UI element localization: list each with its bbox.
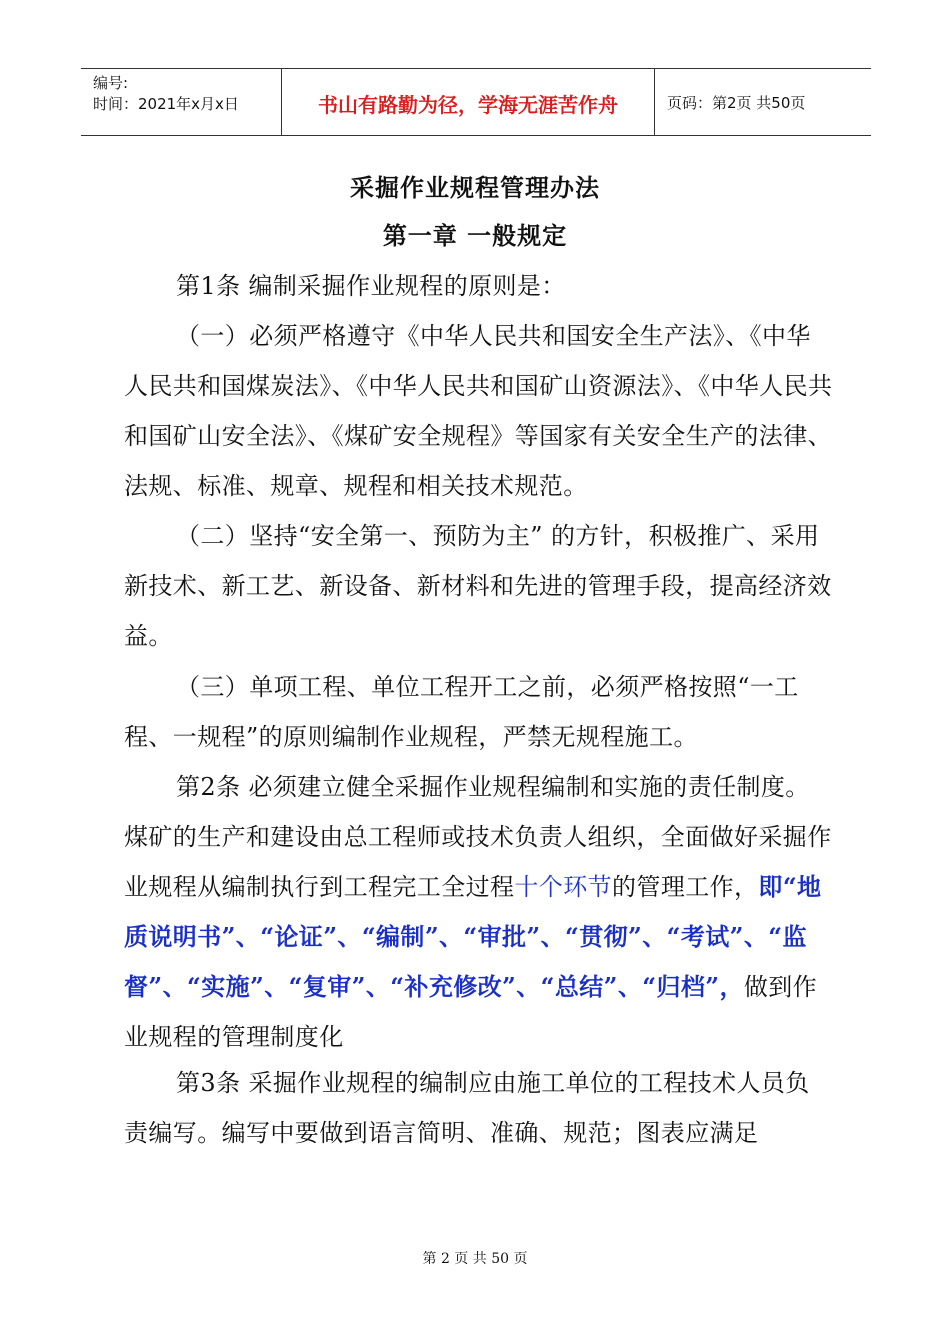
header-motto: 书山有路勤为径，学海无涯苦作舟 — [282, 69, 655, 135]
article-1-item-2: （二）坚持“安全第一、预防为主” 的方针，积极推广、采用新技术、新工艺、新设备、新材料和先进的管理手段，提高经济效益。 — [124, 522, 832, 650]
article-1: 第1条 编制采掘作业规程的原则是： — [176, 272, 566, 300]
article-2-steps-list: 即“地质说明书”、“论证”、“编制”、“审批”、“贯彻”、“考试”、“监督”、“实施”、“复审”、“补充修改”、“总结”、“归档”， — [124, 872, 822, 1001]
article-2 — [124, 762, 834, 1062]
document-number-label: 编号: — [93, 74, 129, 92]
document-title: 采掘作业规程管理办法 — [350, 173, 600, 202]
article-2-text-b: 的管理工作， — [612, 873, 759, 901]
article-2-text-a: 第2条 必须建立健全采掘作业规程编制和实施的责任制度。煤矿的生产和建设由总工程师或技术负责人组织，全面做好采掘作业规程从编制执行到工程完工全过程 — [124, 773, 832, 901]
ten-steps-link[interactable]: 十个环节 — [514, 873, 613, 901]
header-table — [81, 68, 871, 136]
article-1-item-1: （一）必须严格遵守《中华人民共和国安全生产法》、《中华人民共和国煤炭法》、《中华人民共和国矿山资源法》、《中华人民共和国矿山安全法》、《煤矿安全规程》等国家有关安全生产的法律、法规、标准、规章、规程和相关技术规范。 — [124, 322, 833, 500]
page-footer: 第 2 页 共 50 页 — [422, 1251, 528, 1267]
chapter-heading: 第一章 一般规定 — [382, 221, 568, 250]
article-1-item-3: （三）单项工程、单位工程开工之前，必须严格按照“一工程、一规程”的原则编制作业规程，严禁无规程施工。 — [124, 673, 799, 751]
article-2-text-c: 做到作业规程的管理制度化 — [124, 973, 818, 1051]
document-time-label: 时间：2021年x月x日 — [93, 95, 239, 113]
header-page-info: 页码：第2页 共50页 — [667, 93, 806, 112]
header-meta-cell — [81, 69, 282, 135]
article-3: 第3条 采掘作业规程的编制应由施工单位的工程技术人员负责编写。编写中要做到语言简明、准确、规范；图表应满足 — [124, 1069, 810, 1147]
